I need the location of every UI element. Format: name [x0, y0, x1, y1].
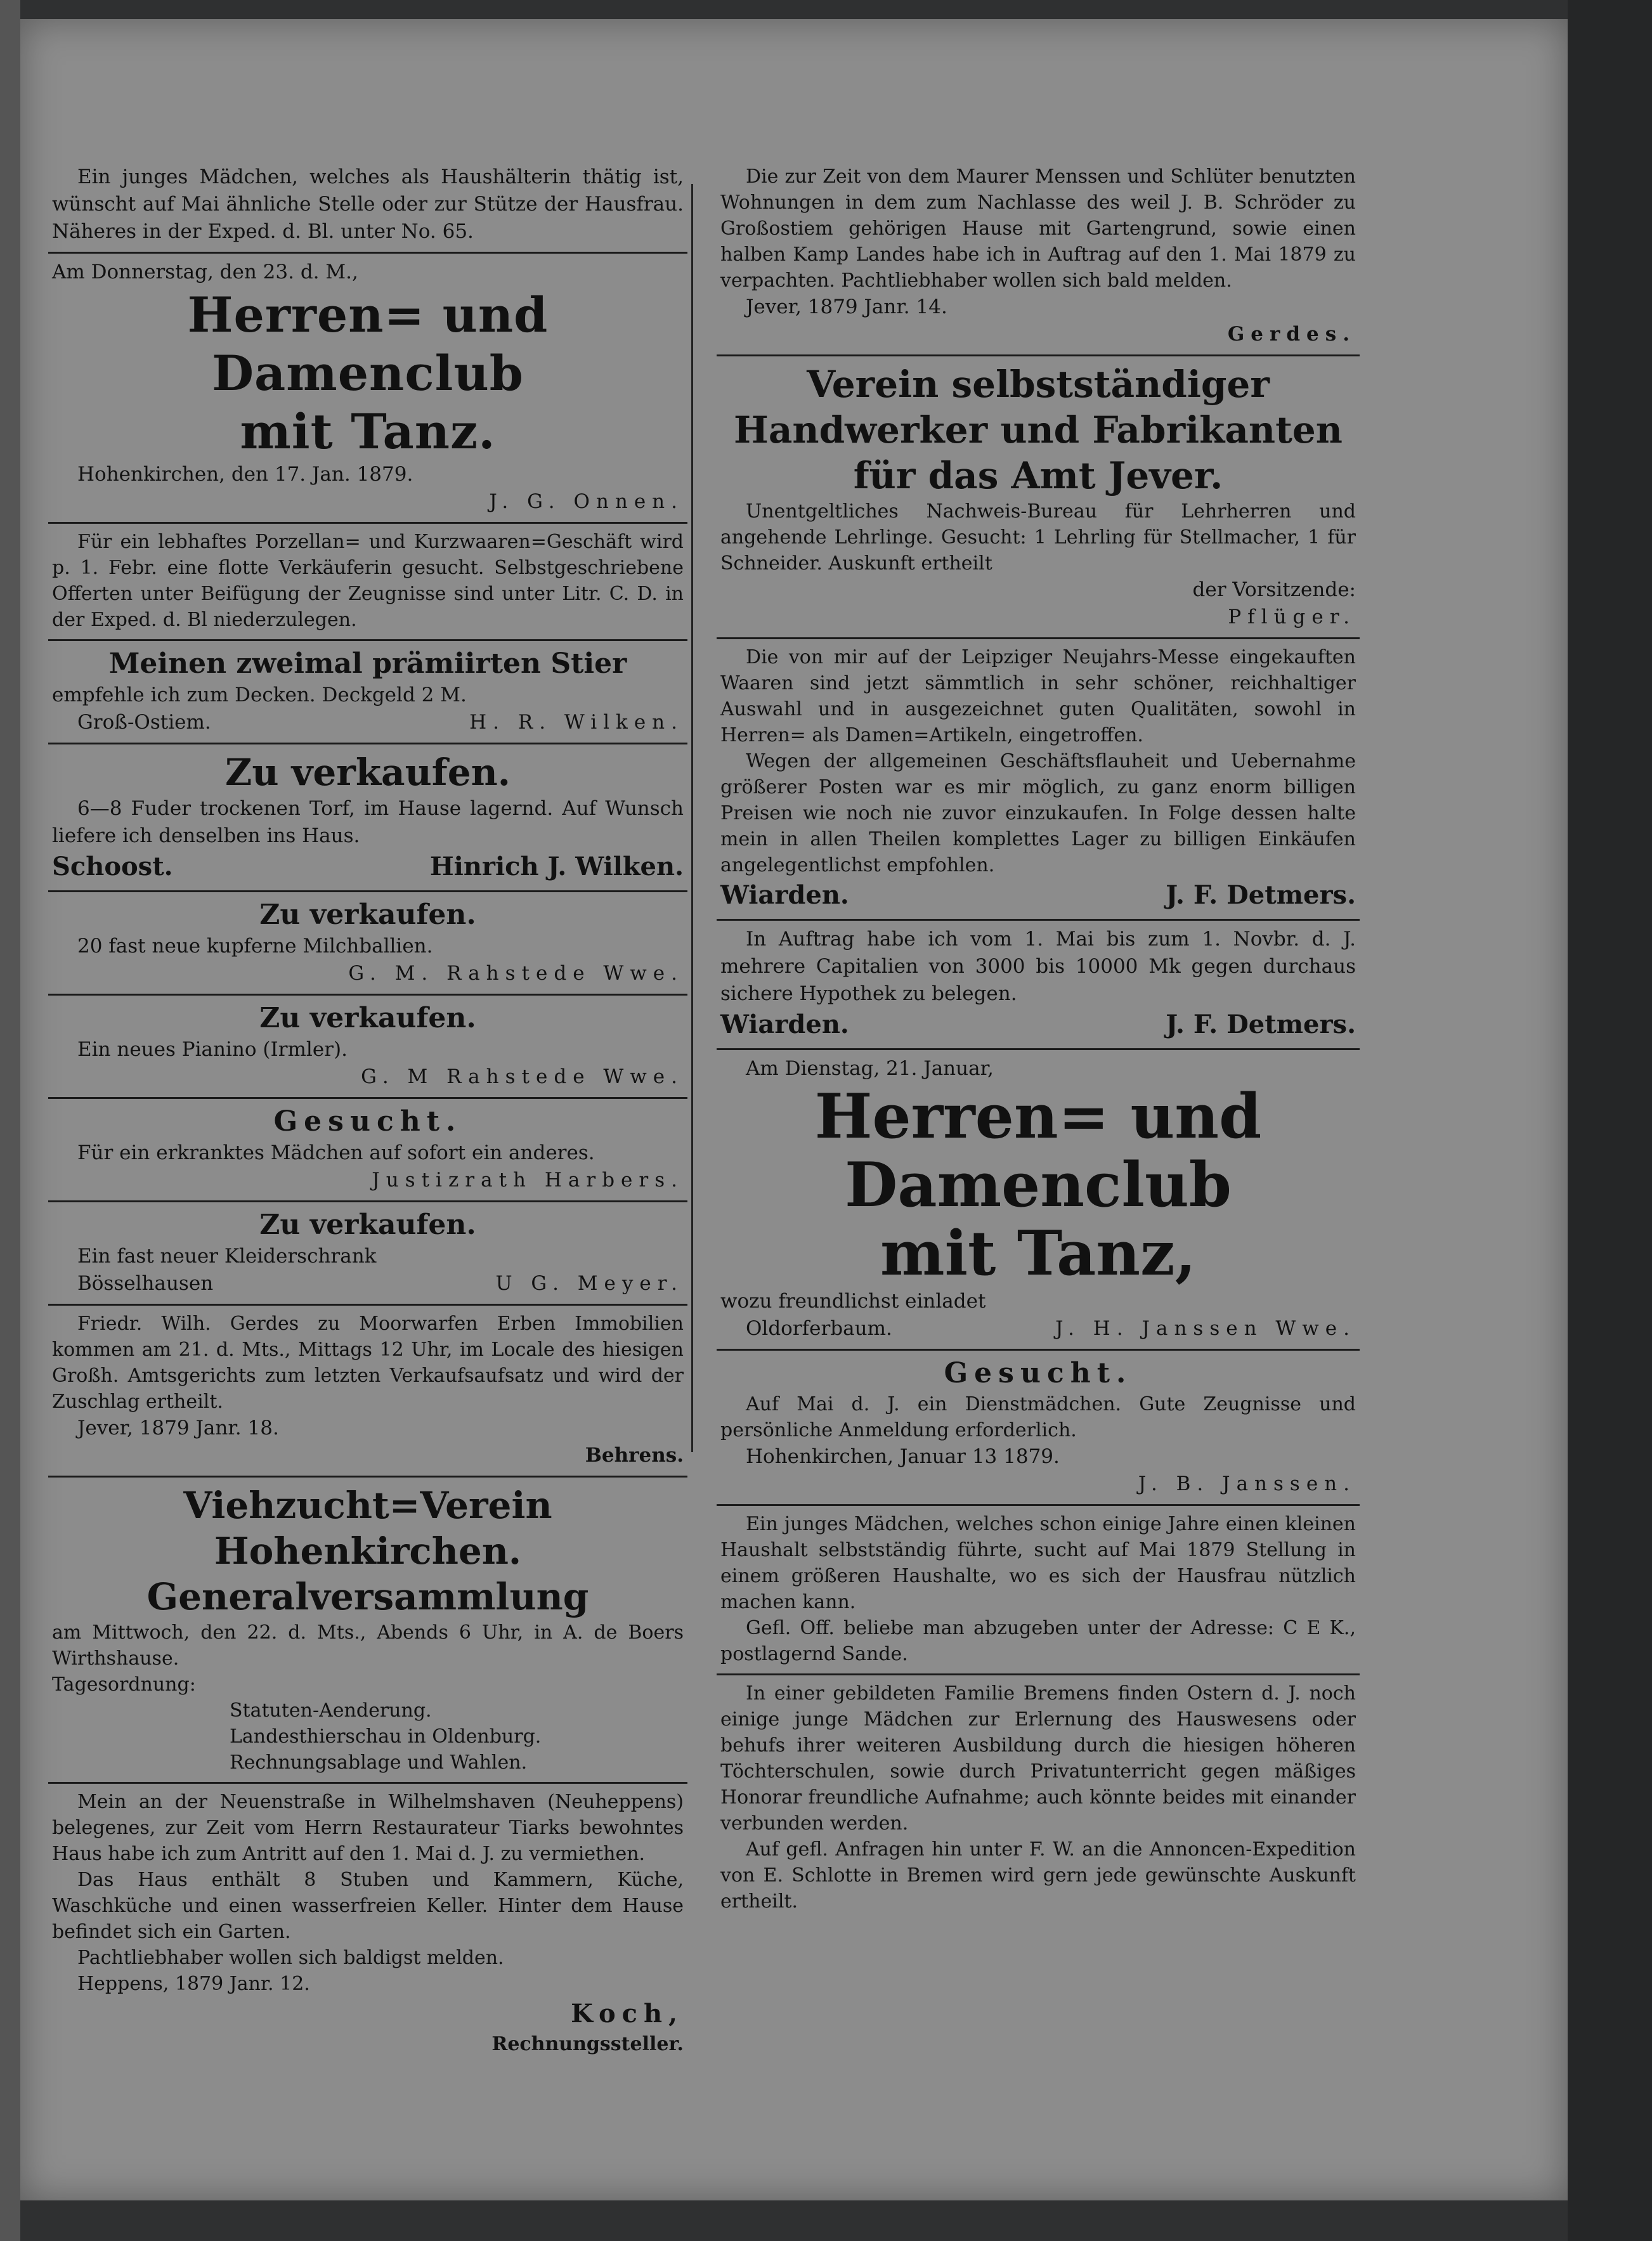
ad-gesucht-maedchen: [48, 1099, 687, 1202]
ad-gesucht-dienstmaedchen: [717, 1351, 1360, 1506]
ad-title-2: Generalversammlung: [146, 1575, 589, 1618]
ad-signature: J. F. Detmers.: [1166, 880, 1356, 910]
ad-viehzucht-verein: [48, 1478, 687, 1784]
ad-kleiderschrank: [48, 1202, 687, 1306]
ad-text: 20 fast neue kupferne Milchballien.: [77, 935, 433, 958]
ad-title-2: mit Tanz,: [880, 1218, 1196, 1289]
ad-milchballien: [48, 892, 687, 996]
ad-title: Verein selbstständiger Handwerker und Fabrikanten für das Amt Jever.: [734, 363, 1343, 497]
ad-torf: [48, 744, 687, 892]
ad-signature: U G. Meyer.: [495, 1272, 684, 1295]
ad-text: In einer gebildeten Familie Bremens finden Ostern d. J. noch einige junge Mädchen zur Erlernung des Hauswesens oder behufs ihrer weiteren Ausbildung durch die hiesigen höheren Töchterschulen, sowie durch Privatunterricht gegen mäßiges Honorar freundliche Aufnahme; auch könnte beides mit einander verbunden werden.: [720, 1682, 1356, 1835]
ad-text: Ein neues Pianino (Irmler).: [77, 1038, 348, 1061]
newspaper-page: [20, 19, 1568, 2200]
scanner-edge-left: [0, 0, 20, 2241]
ad-text: Ein fast neuer Kleiderschrank: [77, 1245, 377, 1268]
ad-footer: [52, 1270, 684, 1297]
ad-capitalien: [717, 921, 1360, 1050]
ad-place: Wiarden.: [720, 880, 849, 910]
ad-familie-bremen: [717, 1675, 1360, 1921]
ad-place: Schoost.: [52, 852, 173, 881]
ad-signature: J. G. Onnen.: [489, 490, 684, 513]
ad-footer: [720, 878, 1356, 913]
ad-place: Hohenkirchen, Januar 13 1879.: [746, 1445, 1060, 1468]
ad-signature: J. H. Janssen Wwe.: [1055, 1317, 1356, 1340]
ad-haus-wilhelmshaven: [48, 1784, 687, 2063]
ad-text-2: Das Haus enthält 8 Stuben und Kammern, Küche, Waschküche und einen wasserfreien Keller. Hinter dem Hause befindet sich ein Garten.: [52, 1869, 684, 1943]
ad-footer: [52, 850, 684, 884]
ad-footer: [720, 1008, 1356, 1042]
ad-damenclub-janssen: [717, 1050, 1360, 1351]
ad-text: In Auftrag habe ich vom 1. Mai bis zum 1. Novbr. d. J. mehrere Capitalien von 3000 bis 10000 Mk gegen durchaus sichere Hypothek zu belegen.: [720, 928, 1356, 1005]
ad-signature: Behrens.: [585, 1444, 684, 1467]
ad-title: Zu verkaufen.: [259, 1209, 476, 1241]
ad-place: Jever, 1879 Janr. 14.: [746, 296, 947, 318]
ad-footer: [720, 1315, 1356, 1342]
ad-text: Mein an der Neuenstraße in Wilhelmshaven (Neuheppens) belegenes, zur Zeit vom Herrn Restaurateur Tiarks bewohntes Haus habe ich zum Antritt auf den 1. Mai d. J. zu vermiethen.: [52, 1791, 684, 1865]
ad-haushaelterin: [48, 159, 687, 254]
ad-signature-title: Rechnungssteller.: [491, 2033, 684, 2055]
ad-signature: Gerdes.: [1227, 323, 1356, 346]
ad-title: Gesucht.: [944, 1357, 1133, 1389]
ad-signature: J. B. Janssen.: [1138, 1472, 1356, 1495]
ad-place: Jever, 1879 Janr. 18.: [77, 1417, 279, 1439]
ad-text: Für ein erkranktes Mädchen auf sofort ein anderes.: [77, 1141, 595, 1164]
ad-place: Heppens, 1879 Janr. 12.: [77, 1973, 310, 1995]
ad-title: Zu verkaufen.: [224, 751, 511, 794]
ad-title: Zu verkaufen.: [259, 1002, 476, 1034]
ad-text: Friedr. Wilh. Gerdes zu Moorwarfen Erben Immobilien kommen am 21. d. Mts., Mittags 12 Uhr, im Locale des hiesigen Großh. Amtsgerichts zum letzten Verkaufsaufsatz und wird der Zuschlag ertheilt.: [52, 1313, 684, 1413]
ad-text: Ein junges Mädchen, welches schon einige Jahre einen kleinen Haushalt selbstständig führte, sucht auf Mai 1879 Stellung in einem größeren Haushalte, wo es sich der Hausfrau nützlich machen kann.: [720, 1513, 1356, 1613]
ad-text: Unentgeltliches Nachweis-Bureau für Lehrherren und angehende Lehrlinge. Gesucht: 1 Lehrling für Stellmacher, 1 für Schneider. Auskunft ertheilt: [720, 500, 1356, 575]
ad-place: Hohenkirchen, den 17. Jan. 1879.: [77, 463, 413, 486]
ad-text: wozu freundlichst einladet: [720, 1290, 986, 1313]
ad-text: empfehle ich zum Decken. Deckgeld 2 M.: [52, 684, 467, 706]
ad-place: Bösselhausen: [77, 1272, 214, 1295]
right-column: [717, 159, 1360, 2150]
scanner-background-right: [1568, 0, 1652, 2241]
left-column: [48, 159, 687, 2099]
ad-text: 6—8 Fuder trockenen Torf, im Hause lagernd. Auf Wunsch liefere ich denselben ins Haus.: [52, 797, 684, 847]
ad-verkaeuferin: [48, 524, 687, 641]
ad-title: Meinen zweimal prämiirten Stier: [108, 647, 627, 680]
ad-agenda-item: Landesthierschau in Oldenburg.: [230, 1725, 542, 1748]
ad-intro: Am Donnerstag, den 23. d. M.,: [52, 261, 358, 283]
ad-signature-label: der Vorsitzende:: [1192, 578, 1356, 601]
ad-title: Viehzucht=Verein Hohenkirchen.: [183, 1484, 552, 1573]
ad-title: Herren= und Damenclub: [187, 287, 549, 401]
ad-footer: [52, 709, 684, 736]
ad-immobilien-gerdes: [48, 1306, 687, 1478]
ad-intro: Am Dienstag, 21. Januar,: [746, 1057, 994, 1080]
ad-signature: Justizrath Harbers.: [372, 1169, 684, 1192]
ad-text: Die von mir auf der Leipziger Neujahrs-Messe eingekauften Waaren sind jetzt sämmtlich in sehr schöner, reichhaltiger Auswahl und in ausgezeichnet guten Qualitäten, sowohl in Herren= als Damen=Artikeln, eingetroffen.: [720, 646, 1356, 746]
ad-place: Oldorferbaum.: [746, 1317, 892, 1340]
ad-pianino: [48, 996, 687, 1099]
ad-text-2: Gefl. Off. beliebe man abzugeben unter der Adresse: C E K., postlagernd Sande.: [720, 1617, 1356, 1665]
ad-signature: Hinrich J. Wilken.: [429, 852, 684, 881]
ad-verpachtung-gerdes: [717, 159, 1360, 356]
ad-agenda-item: Rechnungsablage und Wahlen.: [230, 1751, 528, 1774]
ad-text-2: Wegen der allgemeinen Geschäftsflauheit und Uebernahme größerer Posten war es mir möglich, zu ganz enorm billigen Preisen wie noch nie zuvor einzukaufen. In Folge dessen halte mein in allen Theilen komplettes Lager zu billigen Einkäufen angelegentlichst empfohlen.: [720, 750, 1356, 876]
ad-text: Ein junges Mädchen, welches als Haushälterin thätig ist, wünscht auf Mai ähnliche Stelle oder zur Stütze der Hausfrau. Näheres in der Exped. d. Bl. unter No. 65.: [52, 166, 684, 243]
ad-junges-maedchen-haushalt: [717, 1506, 1360, 1675]
ad-signature: J. F. Detmers.: [1166, 1010, 1356, 1039]
ad-signature: G. M. Rahstede Wwe.: [348, 962, 684, 985]
ad-signature: H. R. Wilken.: [469, 711, 684, 734]
ad-title: Gesucht.: [273, 1105, 462, 1138]
ad-handwerker-verein: [717, 356, 1360, 639]
ad-place: Wiarden.: [720, 1010, 849, 1039]
ad-place: Groß-Ostiem.: [77, 711, 211, 734]
ad-text-2: Auf gefl. Anfragen hin unter F. W. an die Annoncen-Expedition von E. Schlotte in Bremen wird gern jede gewünschte Auskunft ertheilt.: [720, 1838, 1356, 1913]
ad-signature: Pflüger.: [1228, 606, 1356, 628]
ad-title: Herren= und Damenclub: [814, 1081, 1262, 1221]
ad-text: Die zur Zeit von dem Maurer Menssen und Schlüter benutzten Wohnungen in dem zum Nachlasse des weil J. B. Schröder zu Großostiem gehörigen Hause mit Gartengrund, sowie einen halben Kamp Landes habe ich in Auftrag auf den 1. Mai 1879 zu verpachten. Pachtliebhaber wollen sich bald melden.: [720, 166, 1356, 292]
ad-text: am Mittwoch, den 22. d. Mts., Abends 6 Uhr, in A. de Boers Wirthshause.: [52, 1621, 684, 1670]
ad-text: Auf Mai d. J. ein Dienstmädchen. Gute Zeugnisse und persönliche Anmeldung erforderlich.: [720, 1393, 1356, 1441]
ad-title-2: mit Tanz.: [240, 403, 496, 460]
ad-signature: G. M Rahstede Wwe.: [361, 1065, 684, 1088]
ad-agenda-item: Statuten-Aenderung.: [230, 1699, 432, 1722]
ad-agenda-label: Tagesordnung:: [52, 1673, 196, 1696]
ad-stier: [48, 641, 687, 744]
ad-damenclub-onnen: [48, 254, 687, 524]
ad-title: Zu verkaufen.: [259, 899, 476, 931]
ad-leipziger-messe: [717, 639, 1360, 921]
ad-text: Für ein lebhaftes Porzellan= und Kurzwaaren=Geschäft wird p. 1. Febr. eine flotte Verkäuferin gesucht. Selbstgeschriebene Offerten unter Beifügung der Zeugnisse sind unter Litr. C. D. in der Exped. d. Bl niederzulegen.: [52, 531, 684, 631]
column-divider: [691, 184, 693, 1452]
ad-signature: Koch,: [571, 1999, 684, 2029]
ad-text-3: Pachtliebhaber wollen sich baldigst melden.: [77, 1947, 504, 1969]
